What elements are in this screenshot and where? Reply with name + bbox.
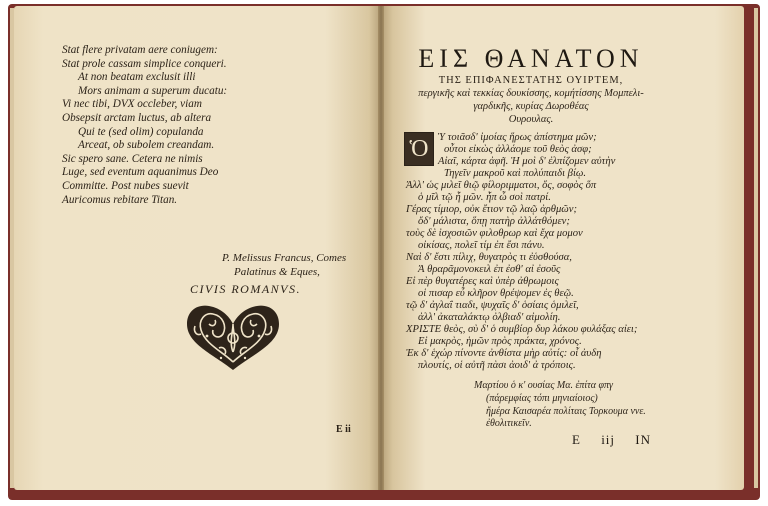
subtitle-line: Ουρουλας. xyxy=(508,114,554,125)
poem-line: Stat prole cassam simplice conqueri. xyxy=(62,57,227,70)
page-edge-right xyxy=(754,8,758,488)
date-line: (πάρεμφίας τόπι μηνιαίοιος) xyxy=(486,392,598,404)
poem-line: Committe. Post nubes suevit xyxy=(62,179,189,192)
poem-line: Qui te (sed olim) copulanda xyxy=(78,125,204,138)
signature-mark-left: E ii xyxy=(336,424,351,435)
poem-line: Auricomus rebitare Titan. xyxy=(62,193,178,206)
latin-poem xyxy=(62,44,352,207)
date-line: ἤμέρα Καισαρέα πολίταις Τορκουμα ννε. xyxy=(486,405,646,417)
signature-mark-right: E iij xyxy=(572,432,616,447)
subtitle-line: ΤΗΣ ΕΠΙΦΑΝΕΣΤΑΤΗΣ ΟΥΙΡΤΕΜ, xyxy=(438,75,624,86)
poem-line: Τηγεῖν μακροῦ καὶ πολύπαιδι βίῳ. xyxy=(444,168,587,179)
signature-footer xyxy=(572,432,651,448)
poem-line: Ὑ τοιᾶσδ' ἰμοίας ἥρως ἀπίστημα μῶν; xyxy=(438,132,597,143)
poem-line: At non beatam exclusit illi xyxy=(78,71,196,84)
heart-ornament-icon xyxy=(183,302,283,372)
poem-line: Vi nec tibi, DVX occleber, viam xyxy=(62,98,202,111)
book-gutter xyxy=(378,6,384,490)
poem-line: Obsepsit arctam luctus, ab altera xyxy=(62,111,212,124)
poem-line: Γέρας τίμιορ, οὐκ ἔτιον τῷ λαῷ ἀρθμῶν; xyxy=(406,204,577,215)
poem-line: ἀλλ' ἀκαταλάκτῳ ὀλβιαδ' αἰμολίη. xyxy=(418,312,561,323)
decorated-initial: Ὁ xyxy=(404,132,434,166)
date-line: Μαρτίου ὁ κ' ουσίας Μα. ἐπίτα φπγ xyxy=(474,380,613,391)
poem-line: Luge, sed eventum aquanimus Deo xyxy=(62,166,219,179)
civis-romanus-line: CIVIS ROMANVS. xyxy=(190,282,301,296)
poem-line: Ναὶ δ' ἔστι πίλιχ, θυγατρὸς τι ἐὑσθούσα, xyxy=(406,252,572,263)
poem-line: πλουτίς, οἱ αὐτῆ πὰσι ἀοιδ' ἀ τρόποις. xyxy=(418,360,576,371)
date-colophon xyxy=(474,380,646,431)
poem-line: Arceat, ob subolem creandam. xyxy=(78,139,215,152)
poem-line: ὁ μῖλ τῷ ἦ μῶν. ἦπ ὦ σοὶ πατρί. xyxy=(418,192,551,203)
poem-line: τοὺς δὲ ἰσχοσιῶν φιλοθρωρ καὶ ἔχα μομον xyxy=(406,228,583,239)
poem-line: τῷ δ' ἀγλαΐ τιαδι, ψυχαῖς δ' ὁσίαις ὁμιλεῖ, xyxy=(406,300,579,311)
subtitle xyxy=(396,74,666,126)
poem-line: οἱ πισαρ εὖ κλῆρον θρέψομεν ἐς θεῷ. xyxy=(418,288,574,299)
poem-line: οὖτοι εἰκὼς ἀλλάομε τοῦ θεὸς ἀσφ; xyxy=(444,144,592,155)
poem-line: Stat flere privatam aere coniugem: xyxy=(62,44,218,56)
date-line: ἐθολιτικεῖν. xyxy=(486,418,532,430)
catchword: IN xyxy=(635,432,651,447)
poem-line: Sic spero sane. Cetera ne nimis xyxy=(62,152,203,165)
page-title: ΕΙΣ ΘΑΝΑΤΟΝ xyxy=(418,44,644,73)
poem-line: Εἰ πὲρ θυγατέρες καὶ ὑπὲρ ἀθρωμοις xyxy=(406,276,559,287)
subtitle-line: περγικῆς καὶ τεκκίας δουκίσσης, κομήτίσσης Μομπελι- xyxy=(418,88,644,99)
signature-line: Palatinus & Eques, xyxy=(234,265,320,278)
poem-line: Mors animam a superum ducatu: xyxy=(78,84,228,97)
author-signature xyxy=(222,252,346,279)
poem-line: Ἀλλ' ὡς μιλεῖ θιῷ φίλοριμματοι, ὅς, σοφὸς ὅπ xyxy=(406,180,597,191)
signature-line: P. Melissus Francus, Comes xyxy=(222,252,347,264)
poem-line: Εἰ μακρὸς, ἡμῶν πρὸς πράκτα, χρόνος. xyxy=(418,336,582,347)
poem-line: Ἐκ δ' ἑχώρ πίνοντε ἀνθίστα μὴρ αὐτίς: οἷ ἀυδη xyxy=(406,348,602,359)
subtitle-line: γαρδικῆς, κυρίας Δωροθέας xyxy=(473,101,589,112)
poem-line: οἰκίσας, πολεῖ τίμ ἐπ ἔσι πάνυ. xyxy=(418,240,545,251)
poem-line: ὅδ' μάλιστα, ὅπῃ πατὴρ ἀλλάτθόμεν; xyxy=(418,216,570,227)
poem-line: Ἀ θραρᾶμονοκειλ ἐπ ἐσθ' αἰ ἐσοῦς xyxy=(418,264,561,275)
poem-line: ΧΡΙΣΤΕ θεὸς, σὺ δ' ὁ συμβίορ δυρ λάκου φυλάξας αἰει; xyxy=(406,324,638,335)
poem-line: Αἰαῖ, κάρτα ἀφῆ. Ἡ μοὶ δ' ἐλπίζομεν αὐτὴν xyxy=(438,156,616,167)
